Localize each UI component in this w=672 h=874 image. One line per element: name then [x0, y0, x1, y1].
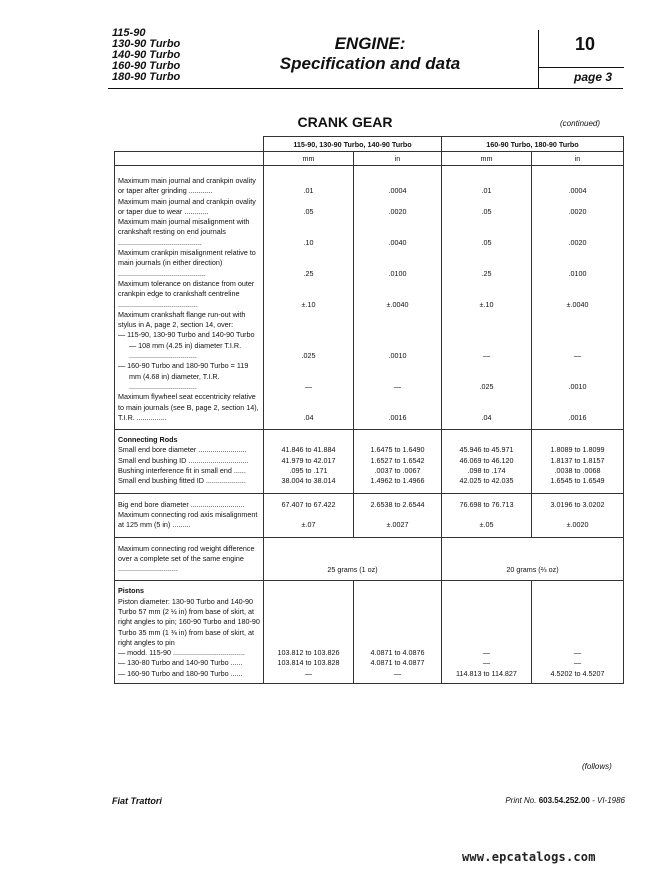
cell: 114.813 to 114.827 [442, 669, 532, 684]
row-label: — 130-80 Turbo and 140-90 Turbo ...... [115, 658, 264, 668]
cell: .25 [442, 248, 532, 279]
unit-header: in [532, 152, 624, 166]
cell: — [354, 361, 442, 392]
row-label: Small end bushing ID .............................. [115, 456, 264, 466]
row-label: — modd. 115-90 .................................... [115, 648, 264, 658]
unit-header: mm [264, 152, 354, 166]
cell: 4.5202 to 4.5207 [532, 669, 624, 684]
page-title [240, 34, 500, 74]
cell: .0020 [532, 197, 624, 218]
row-label: Maximum main journal misalignment with crankshaft resting on end journals .......................................... [115, 217, 264, 248]
cell: ±.10 [442, 279, 532, 310]
cell: 1.8089 to 1.8099 [532, 445, 624, 455]
table-row [115, 279, 624, 310]
header-blank [115, 152, 264, 166]
table-row [115, 392, 624, 429]
cell: 103.812 to 103.826 [264, 648, 354, 658]
table-row [115, 648, 624, 658]
row-label: Maximum flywheel seat eccentricity relative to main journals (see B, page 2, section 14), T.I.R. ............... [115, 392, 264, 429]
cell: 20 grams (⅔ oz) [442, 537, 624, 581]
cell: .0004 [532, 176, 624, 197]
cell: .0010 [354, 330, 442, 361]
continued-note: (continued) [560, 119, 601, 128]
table-row [115, 581, 624, 597]
title-sub: Specification and data [279, 54, 461, 73]
model-name: 160-90 Turbo [112, 60, 181, 72]
group-header-a: 115-90, 130-90 Turbo, 140-90 Turbo [264, 137, 442, 152]
cell: 41.979 to 42.017 [264, 456, 354, 466]
header-divider [538, 30, 539, 88]
cell: ±.07 [264, 510, 354, 537]
cell: 1.6475 to 1.6490 [354, 445, 442, 455]
cell: — [532, 648, 624, 658]
row-label: Big end bore diameter ........................... [115, 493, 264, 510]
subsection-heading: Pistons [115, 581, 264, 597]
cell: 76.698 to 76.713 [442, 493, 532, 510]
cell: .025 [264, 330, 354, 361]
cell: .0020 [532, 217, 624, 248]
table-row [115, 330, 624, 361]
header-blank [115, 137, 264, 152]
row-label: — 115-90, 130-90 Turbo and 140-90 Turbo — 108 mm (4.25 in) diameter T.I.R. .................................. [115, 330, 264, 361]
cell: .0040 [354, 217, 442, 248]
cell: .0020 [354, 197, 442, 218]
section-title: CRANK GEAR [297, 114, 393, 130]
table-row [115, 430, 624, 446]
cell: .025 [442, 361, 532, 392]
row-label: Small end bore diameter ........................ [115, 445, 264, 455]
cell: ±.10 [264, 279, 354, 310]
row-label: Bushing interference fit in small end ...... [115, 466, 264, 476]
table-row [115, 217, 624, 248]
cell: — [264, 669, 354, 684]
table-row [115, 658, 624, 668]
cell: .0016 [532, 392, 624, 429]
cell: 45.946 to 45.971 [442, 445, 532, 455]
cell: 2.6538 to 2.6544 [354, 493, 442, 510]
table-row [115, 537, 624, 581]
cell: — [354, 669, 442, 684]
table-row [115, 197, 624, 218]
cell: .0016 [354, 392, 442, 429]
cell: .095 to .171 [264, 466, 354, 476]
cell: .25 [264, 248, 354, 279]
cell: 103.814 to 103.828 [264, 658, 354, 668]
table-row [115, 476, 624, 493]
cell: .0037 to .0067 [354, 466, 442, 476]
header-rule [108, 88, 623, 89]
print-suffix: - VI-1986 [592, 796, 625, 805]
subsection-heading: Connecting Rods [115, 430, 264, 446]
print-number [460, 796, 625, 805]
cell: ±.0040 [354, 279, 442, 310]
table-row [115, 361, 624, 392]
table-row [115, 176, 624, 197]
cell: .0010 [532, 361, 624, 392]
table-row [115, 669, 624, 684]
page-number: page 3 [574, 70, 613, 84]
table-row [115, 456, 624, 466]
cell: — [442, 330, 532, 361]
publisher-name: Fiat Trattori [112, 796, 162, 806]
watermark: www.epcatalogs.com [462, 850, 596, 864]
cell: .04 [442, 392, 532, 429]
table-row [115, 510, 624, 537]
model-name: 115-90 [112, 27, 146, 39]
table-row [115, 597, 624, 648]
cell: .05 [264, 197, 354, 218]
cell: .01 [264, 176, 354, 197]
cell: — [442, 658, 532, 668]
cell: 25 grams (1 oz) [264, 537, 442, 581]
header-divider [538, 67, 624, 68]
table-row [115, 493, 624, 510]
cell: — [532, 330, 624, 361]
cell: 42.025 to 42.035 [442, 476, 532, 493]
cell: 38.004 to 38.014 [264, 476, 354, 493]
cell: 3.0196 to 3.0202 [532, 493, 624, 510]
row-label: Maximum crankpin misalignment relative to main journals (in either direction) ............................................ [115, 248, 264, 279]
unit-header: mm [442, 152, 532, 166]
cell: 4.0871 to 4.0876 [354, 648, 442, 658]
group-header-b: 160-90 Turbo, 180-90 Turbo [442, 137, 624, 152]
cell: — [532, 658, 624, 668]
cell: 1.6545 to 1.6549 [532, 476, 624, 493]
table-row [115, 248, 624, 279]
cell: .01 [442, 176, 532, 197]
row-label: Maximum connecting rod weight difference over a complete set of the same engine .............................. [115, 537, 264, 581]
row-label: — 160-90 Turbo and 180-90 Turbo ...... [115, 669, 264, 684]
cell: 1.8137 to 1.8157 [532, 456, 624, 466]
spec-table [114, 136, 624, 684]
table-row [115, 445, 624, 455]
cell: 1.4962 to 1.4966 [354, 476, 442, 493]
cell: 41.846 to 41.884 [264, 445, 354, 455]
cell: .0100 [532, 248, 624, 279]
row-label: Maximum tolerance on distance from outer crankpin edge to crankshaft centreline ........................................ [115, 279, 264, 310]
cell: .0004 [354, 176, 442, 197]
row-label: Piston diameter: 130-90 Turbo and 140-90 Turbo 57 mm (2 ½ in) from base of skirt, at right angles to pin; 160-90 Turbo and 180-90 Turbo 35 mm (1 ⅜ in) from base of skirt, at right angles to pin [115, 597, 264, 648]
cell: .0038 to .0068 [532, 466, 624, 476]
table-row [115, 310, 624, 331]
cell: .0100 [354, 248, 442, 279]
row-label: — 160-90 Turbo and 180-90 Turbo = 119 mm (4.68 in) diameter, T.I.R. .................................. [115, 361, 264, 392]
row-label: Small end bushing fitted ID .................... [115, 476, 264, 493]
row-label: Maximum connecting rod axis misalignment at 125 mm (5 in) ......... [115, 510, 264, 537]
cell: .05 [442, 217, 532, 248]
cell: .098 to .174 [442, 466, 532, 476]
cell: — [442, 648, 532, 658]
print-code: 603.54.252.00 [538, 796, 590, 805]
cell: ±.0020 [532, 510, 624, 537]
cell: 4.0871 to 4.0877 [354, 658, 442, 668]
model-name: 130-90 Turbo [112, 38, 181, 50]
row-label: Maximum main journal and crankpin ovality or taper due to wear ............ [115, 197, 264, 218]
row-label: Maximum main journal and crankpin ovality or taper after grinding ............ [115, 176, 264, 197]
model-name: 140-90 Turbo [112, 49, 181, 61]
section-number: 10 [575, 34, 596, 54]
cell: ±.0040 [532, 279, 624, 310]
cell: .05 [442, 197, 532, 218]
cell: 67.407 to 67.422 [264, 493, 354, 510]
table-row [115, 466, 624, 476]
cell: ±.0027 [354, 510, 442, 537]
unit-header: in [354, 152, 442, 166]
follows-note: (follows) [582, 762, 612, 771]
cell: 46.069 to 46.120 [442, 456, 532, 466]
row-label: Maximum crankshaft flange run-out with stylus in A, page 2, section 14, over: [115, 310, 264, 331]
cell: .04 [264, 392, 354, 429]
cell: 1.6527 to 1.6542 [354, 456, 442, 466]
cell: ±.05 [442, 510, 532, 537]
print-prefix: Print No. [505, 796, 537, 805]
cell: .10 [264, 217, 354, 248]
cell: — [264, 361, 354, 392]
model-name: 180-90 Turbo [112, 71, 181, 83]
title-main: ENGINE: [334, 34, 406, 53]
